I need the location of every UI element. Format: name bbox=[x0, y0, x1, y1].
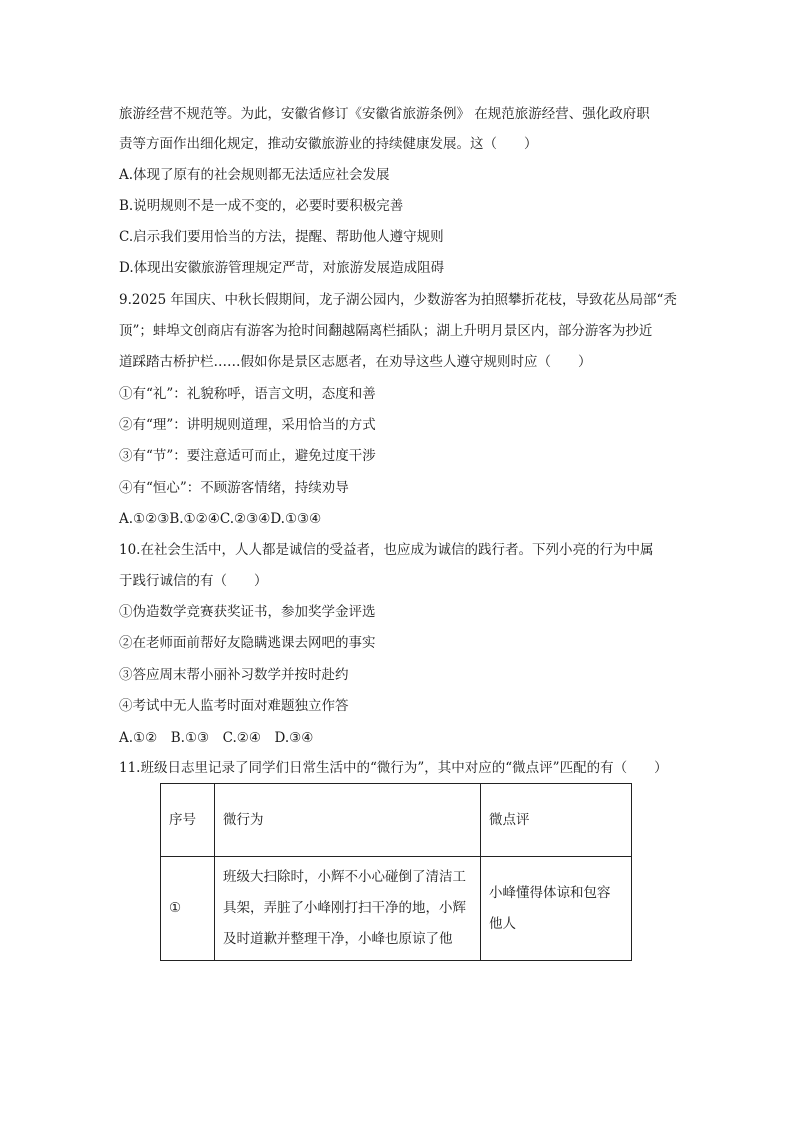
question-10-options: A.①② B.①③ C.②④ D.③④ bbox=[119, 730, 314, 746]
row-comment-line: 他人 bbox=[489, 915, 516, 932]
header-comment: 微点评 bbox=[481, 784, 632, 857]
question-10-statement-2: ②在老师面前帮好友隐瞒逃课去网吧的事实 bbox=[119, 635, 376, 651]
question-9-statement-4: ④有“恒心”：不顾游客情绪，持续劝导 bbox=[119, 480, 349, 496]
question-9-stem-line-2: 顶”；蚌埠文创商店有游客为抢时间翻越隔离栏插队；湖上升明月景区内，部分游客为抄近 bbox=[119, 323, 653, 339]
question-8-option-b: B.说明规则不是一成不变的，必要时要积极完善 bbox=[119, 198, 404, 214]
table-header-row bbox=[161, 784, 632, 857]
question-8-option-a: A.体现了原有的社会规则都无法适应社会发展 bbox=[119, 167, 390, 183]
question-9-statement-3: ③有“节”：要注意适可而止，避免过度干涉 bbox=[119, 448, 376, 464]
row-behavior-line: 及时道歉并整理干净，小峰也原谅了他 bbox=[223, 931, 453, 947]
question-10-statement-1: ①伪造数学竞赛获奖证书，参加奖学金评选 bbox=[119, 604, 376, 620]
row-comment-line: 小峰懂得体谅和包容 bbox=[489, 884, 611, 901]
question-8-option-c: C.启示我们要用恰当的方法，提醒、帮助他人遵守规则 bbox=[119, 229, 444, 245]
question-10-stem-line-1: 10.在社会生活中，人人都是诚信的受益者，也应成为诚信的践行者。下列小亮的行为中属 bbox=[119, 542, 654, 558]
question-11-stem: 11.班级日志里记录了同学们日常生活中的“微行为”，其中对应的“微点评”匹配的有（ ） bbox=[119, 760, 668, 776]
question-10-statement-3: ③答应周末帮小丽补习数学并按时赴约 bbox=[119, 667, 349, 683]
question-9-stem-line-1: 9.2025 年国庆、中秋长假期间，龙子湖公园内，少数游客为拍照攀折花枝，导致花丛局部“秃 bbox=[119, 292, 677, 308]
row-index: ① bbox=[161, 857, 215, 961]
header-index: 序号 bbox=[161, 784, 215, 857]
question-9-statement-2: ②有“理”：讲明规则道理，采用恰当的方式 bbox=[119, 417, 376, 433]
behavior-comment-table bbox=[160, 783, 632, 961]
question-9-statement-1: ①有“礼”：礼貌称呼，语言文明，态度和善 bbox=[119, 386, 376, 402]
row-behavior bbox=[215, 857, 481, 961]
question-9-stem-line-3: 道踩踏古桥护栏……假如你是景区志愿者，在劝导这些人遵守规则时应（ ） bbox=[119, 354, 592, 370]
question-8-stem-line-1: 旅游经营不规范等。为此，安徽省修订《安徽省旅游条例》 在规范旅游经营、强化政府职 bbox=[119, 106, 650, 122]
row-behavior-line: 班级大扫除时，小辉不小心碰倒了清洁工 bbox=[223, 869, 466, 885]
table-row bbox=[161, 857, 632, 961]
row-behavior-line: 具架，弄脏了小峰刚打扫干净的地，小辉 bbox=[223, 900, 466, 916]
question-8-option-d: D.体现出安徽旅游管理规定严苛，对旅游发展造成阻碍 bbox=[119, 260, 445, 276]
header-behavior: 微行为 bbox=[215, 784, 481, 857]
question-8-stem-line-2: 责等方面作出细化规定，推动安徽旅游业的持续健康发展。这（ ） bbox=[119, 136, 538, 152]
row-comment bbox=[481, 857, 632, 961]
question-9-options: A.①②③B.①②④C.②③④D.①③④ bbox=[119, 511, 322, 527]
question-10-stem-line-2: 于践行诚信的有（ ） bbox=[119, 573, 268, 589]
question-10-statement-4: ④考试中无人监考时面对难题独立作答 bbox=[119, 698, 349, 714]
